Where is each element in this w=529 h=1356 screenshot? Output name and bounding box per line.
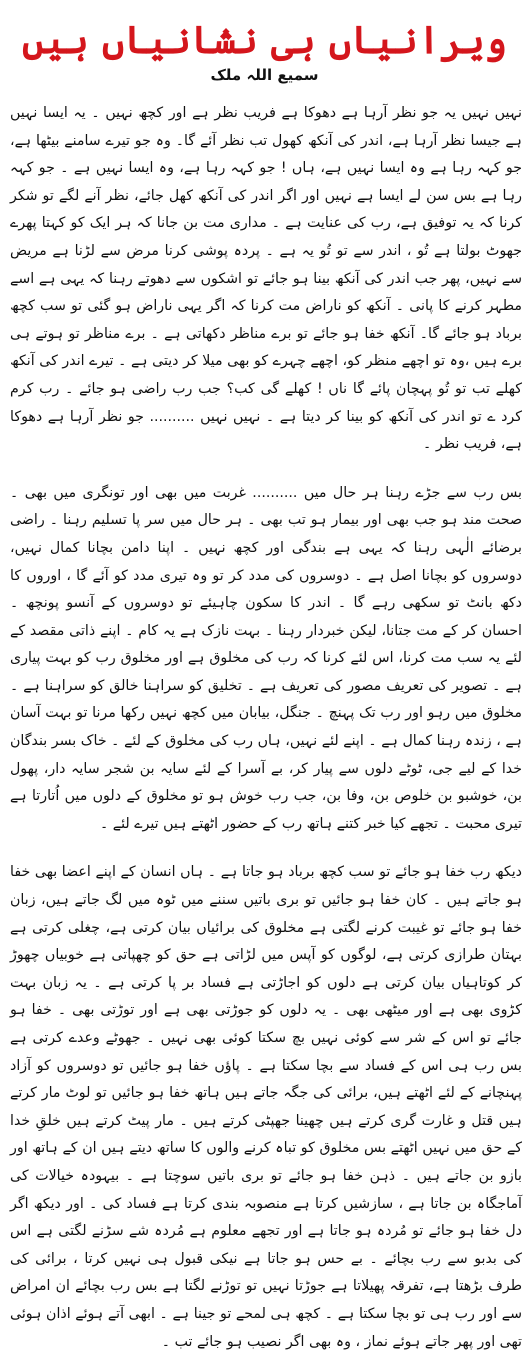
article-paragraph-1: نہیں نہیں یہ جو نظر آرہا ہے دھوکا ہے فریب نظر ہے اور کچھ نہیں ۔ یہ ایسا نہیں ہے جیسا نظر آرہا ہے، اندر کی آنکھ کھول تب نظر آئے گا۔ وہ جو تیرے سامنے بیٹھا ہے، جو کہہ رہا ہے وہ ایسا نہیں ہے، ہاں ! جو کہہ رہا ہے، وہ ایسا نہیں ہے ۔ جو کہہ رہا ہے بس سن لے ایسا ہے نہیں اور اگر اندر کی آنکھ کھل جائے، نظر آنے لگے تو شکر کرنا کہ یہ توفیق ہے، رب کی عنایت ہے ۔ مداری مت بن جانا کہ ہر ایک کو کہتا پھرے جھوٹ بولتا ہے تُو ، اندر سے تو تُو یہ ہے ۔ پردہ پوشی کرنا مرض سے لڑنا ہے مریض سے نہیں، پھر جب اندر کی آنکھ بینا ہو جائے تو اشکوں سے دھوتے رہنا کہ یہی ہے اسے مطہر کرنے کا پانی ۔ آنکھ کو ناراض مت کرنا کہ اگر یہی ناراض ہو گئی تو سب کچھ برباد ہو جائے گا۔ آنکھ خفا ہو جائے تو برے مناظر دکھاتی ہے ۔ برے مناظر تو ہوتے ہی برے ہیں ،وہ تو اچھے منظر کو، اچھے چہرے کو بھی میلا کر دیتی ہے ۔ تیرے اندر کی آنکھ کھلے تب تو تُو پہچان پائے گا ناں ! کھلے گی کب؟ جب رب راضی ہو جائے ۔ رب کرم کرد ے تو اندر کی آنکھ کو بینا کر دیتا ہے ۔ نہیں نہیں .......... جو نظر آرہا ہے دھوکا ہے، فریب نظر ۔ bbox=[10, 105, 522, 453]
article-author: سمیع اللہ ملک bbox=[210, 66, 319, 84]
article-body bbox=[10, 100, 522, 1356]
article-title: ویرانیاں ہی نشانیاں ہیں bbox=[21, 17, 507, 62]
article-paragraph-2: بس رب سے جڑے رہنا ہر حال میں .......... غربت میں بھی اور تونگری میں بھی ۔ صحت مند ہو جب بھی اور بیمار ہو تب بھی ۔ ہر حال میں سر پا تسلیم رہنا ۔ راضی برضائے الٰہی رہنا کہ یہی ہے بندگی اور کچھ نہیں ۔ اپنا دامن بچانا کمال نہیں، دوسروں کو بچانا اصل ہے ۔ دوسروں کی مدد کر تو وہ تیری مدد کو آئے گا ، اوروں کا دکھ بانٹ تو سکھی رہے گا ۔ اندر کا سکون چاہیئے تو دوسروں کے آنسو پونچھ ۔ احسان کر کے مت جتانا، لیکن خبردار رہنا ۔ بہت نازک ہے یہ کام ۔ اپنے ذاتی مقصد کے لئے یہ سب مت کرنا، اس لئے کرنا کہ رب کی مخلوق ہے اور مخلوق رب کو بہت پیاری ہے ۔ تصویر کی تعریف مصور کی تعریف ہے ۔ تخلیق کو سراہنا خالق کو سراہنا ہے ۔ مخلوق میں رہو اور رب تک پہنچ ۔ جنگل، بیابان میں کچھ نہیں رکھا مرنا تو بہت آسان ہے ، زندہ رہنا کمال ہے ۔ اپنے لئے نہیں، ہاں رب کی مخلوق کے لئے ۔ خاک بسر بندگان خدا کے لیے جی، ٹوٹے دلوں سے پیار کر، بے آسرا کے لئے سایہ بن شجر سایہ دار، پھول بن، خوشبو بن خلوص بن، وفا بن، جب رب خوش ہو تو مخلوق کے دلوں میں اُتارتا ہے تیری محبت ۔ تجھے کیا خبر کتنے ہاتھ رب کے حضور اٹھتے ہیں تیرے لئے ۔ bbox=[10, 484, 522, 832]
article-paragraph-3: دیکھ رب خفا ہو جائے تو سب کچھ برباد ہو جاتا ہے ۔ ہاں انسان کے اپنے اعضا بھی خفا ہو جاتے ہیں ۔ کان خفا ہو جائیں تو بری باتیں سننے میں ٹوہ میں لگ جاتے ہیں، زبان خفا ہو جائے تو غیبت کرنے لگتی ہے مخلوق کی برائیاں بیان کرتی ہے، چغلی کرتی ہے بہتان طرازی کرتی ہے، لوگوں کو آپس میں لڑاتی ہے حق کو چھپاتی ہے خوبیاں چھوڑ کر کوتاہیاں بیان کرتی ہے دلوں کو اجاڑتی ہے فساد بر پا کرتی ہے ۔ یہ زبان بہت کڑوی بھی ہے اور میٹھی بھی ۔ یہ دلوں کو جوڑتی بھی ہے اور توڑتی بھی ۔ خفا ہو جائے تو اس کے شر سے کوئی نہیں بچ سکتا کوئی بھی نہیں ۔ جھوٹے وعدے کرتی ہے بس رب ہی اس کے فساد سے بچا سکتا ہے ۔ پاؤں خفا ہو جائیں تو دوسروں کو آزاد پہنچانے کے لئے اٹھتے ہیں، برائی کی جگہ جاتے ہیں ہاتھ خفا ہو جائیں تو لوٹ مار کرتے ہیں قتل و غارت گری کرتے ہیں چھینا جھپٹی کرتے ہیں ۔ مار پیٹ کرتے ہیں خلقِ خدا کے حق میں نہیں اٹھتے بس مخلوق کو تباہ کرنے والوں کا ساتھ دیتے ہیں ان کے ہاتھ اور بازو بن جاتے ہیں ۔ ذہن خفا ہو جائے تو بری باتیں سوچتا ہے ۔ بیہودہ خیالات کی آماجگاہ بن جاتا ہے ، سازشیں کرتا ہے منصوبہ بندی کرتا ہے فساد کی ۔ اور دیکھ اگر دل خفا ہو جائے تو مُردہ ہو جاتا ہے اور تجھے معلوم ہے مُردہ شے سڑنے لگتی ہے اس کی بدبو سے رب بچائے ۔ بے حس ہو جاتا ہے نیکی قبول ہی نہیں کرتا ، برائی کی طرف بڑھتا ہے، تفرقہ پھیلاتا ہے جوڑتا نہیں تو توڑنے لگتا ہے بس رب بچائے ان امراض سے اور رب ہی تو بچا سکتا ہے ۔ کچھ ہی لمحے تو جینا ہے ۔ ابھی آتے ہوئے اذان ہوئی تھی اور پھر جاتے ہوئے نماز ، وہ بھی اگر نصیب ہو جائے تب ۔ bbox=[10, 864, 522, 1350]
